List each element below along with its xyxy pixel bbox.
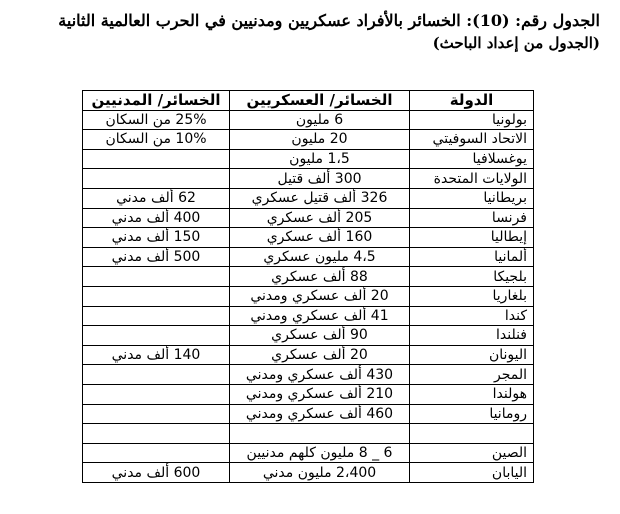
table-row (83, 365, 534, 385)
table-row (83, 306, 534, 326)
cell-civilian (83, 169, 230, 189)
table-row (83, 130, 534, 150)
cell-country: الاتحاد السوفيتي (410, 130, 534, 150)
table-caption (10, 10, 600, 54)
cell-military (230, 424, 410, 444)
cell-military: 88 ألف عسكري (230, 267, 410, 287)
cell-country: بولونيا (410, 110, 534, 130)
header-country: الدولة (410, 91, 534, 111)
header-civilian: الخسائر/ المدنيين (83, 91, 230, 111)
cell-military: 326 ألف قتيل عسكري (230, 188, 410, 208)
table-row (83, 110, 534, 130)
table-body (83, 110, 534, 482)
cell-civilian: 140 ألف مدني (83, 345, 230, 365)
cell-civilian: 400 ألف مدني (83, 208, 230, 228)
table-row (83, 208, 534, 228)
table-row (83, 169, 534, 189)
cell-country: المجر (410, 365, 534, 385)
cell-country: كندا (410, 306, 534, 326)
cell-civilian: 25% من السكان (83, 110, 230, 130)
cell-civilian (83, 384, 230, 404)
cell-civilian (83, 326, 230, 346)
cell-country: ألمانيا (410, 247, 534, 267)
cell-country: اليونان (410, 345, 534, 365)
cell-military: 160 ألف عسكري (230, 228, 410, 248)
cell-military: 460 ألف عسكري ومدني (230, 404, 410, 424)
cell-country (410, 424, 534, 444)
cell-military: 4،5 مليون عسكري (230, 247, 410, 267)
cell-military: 20 مليون (230, 130, 410, 150)
cell-military: 20 ألف عسكري ومدني (230, 286, 410, 306)
table-row (83, 443, 534, 463)
cell-military: 41 ألف عسكري ومدني (230, 306, 410, 326)
cell-civilian: 600 ألف مدني (83, 463, 230, 483)
cell-military: 430 ألف عسكري ومدني (230, 365, 410, 385)
cell-civilian (83, 443, 230, 463)
table-row (83, 384, 534, 404)
cell-military: 205 ألف عسكري (230, 208, 410, 228)
cell-military: 6 مليون (230, 110, 410, 130)
table-row (83, 326, 534, 346)
cell-country: بلغاريا (410, 286, 534, 306)
casualties-table (82, 90, 534, 483)
cell-civilian (83, 149, 230, 169)
header-military: الخسائر/ العسكريين (230, 91, 410, 111)
cell-country: الولايات المتحدة (410, 169, 534, 189)
table-row (83, 286, 534, 306)
cell-country: اليابان (410, 463, 534, 483)
cell-military: 1،5 مليون (230, 149, 410, 169)
cell-country: بلجيكا (410, 267, 534, 287)
cell-country: الصين (410, 443, 534, 463)
table-row (83, 228, 534, 248)
cell-military: 6 _ 8 مليون كلهم مدنيين (230, 443, 410, 463)
cell-military: 20 ألف عسكري (230, 345, 410, 365)
cell-civilian (83, 267, 230, 287)
cell-country: بريطانيا (410, 188, 534, 208)
table-row (83, 463, 534, 483)
cell-military: 2،400 مليون مدني (230, 463, 410, 483)
table-row (83, 247, 534, 267)
cell-civilian: 10% من السكان (83, 130, 230, 150)
table-row (83, 267, 534, 287)
cell-civilian (83, 424, 230, 444)
cell-civilian: 500 ألف مدني (83, 247, 230, 267)
cell-military: 90 ألف عسكري (230, 326, 410, 346)
cell-country: إيطاليا (410, 228, 534, 248)
table-row (83, 424, 534, 444)
table-row (83, 404, 534, 424)
cell-country: رومانيا (410, 404, 534, 424)
caption-source: (الجدول من إعداد الباحث) (432, 34, 600, 52)
table-row (83, 149, 534, 169)
table-row (83, 345, 534, 365)
caption-title: الجدول رقم: (10): الخسائر بالأفراد عسكريين ومدنيين في الحرب العالمية الثانية (58, 11, 600, 30)
table-row (83, 188, 534, 208)
cell-country: يوغسلافيا (410, 149, 534, 169)
cell-civilian (83, 286, 230, 306)
cell-civilian: 150 ألف مدني (83, 228, 230, 248)
cell-country: فرنسا (410, 208, 534, 228)
cell-civilian: 62 ألف مدني (83, 188, 230, 208)
cell-civilian (83, 306, 230, 326)
table-header-row (83, 91, 534, 111)
cell-military: 300 ألف قتيل (230, 169, 410, 189)
cell-civilian (83, 404, 230, 424)
cell-country: فنلندا (410, 326, 534, 346)
cell-civilian (83, 365, 230, 385)
cell-military: 210 ألف عسكري ومدني (230, 384, 410, 404)
cell-country: هولندا (410, 384, 534, 404)
